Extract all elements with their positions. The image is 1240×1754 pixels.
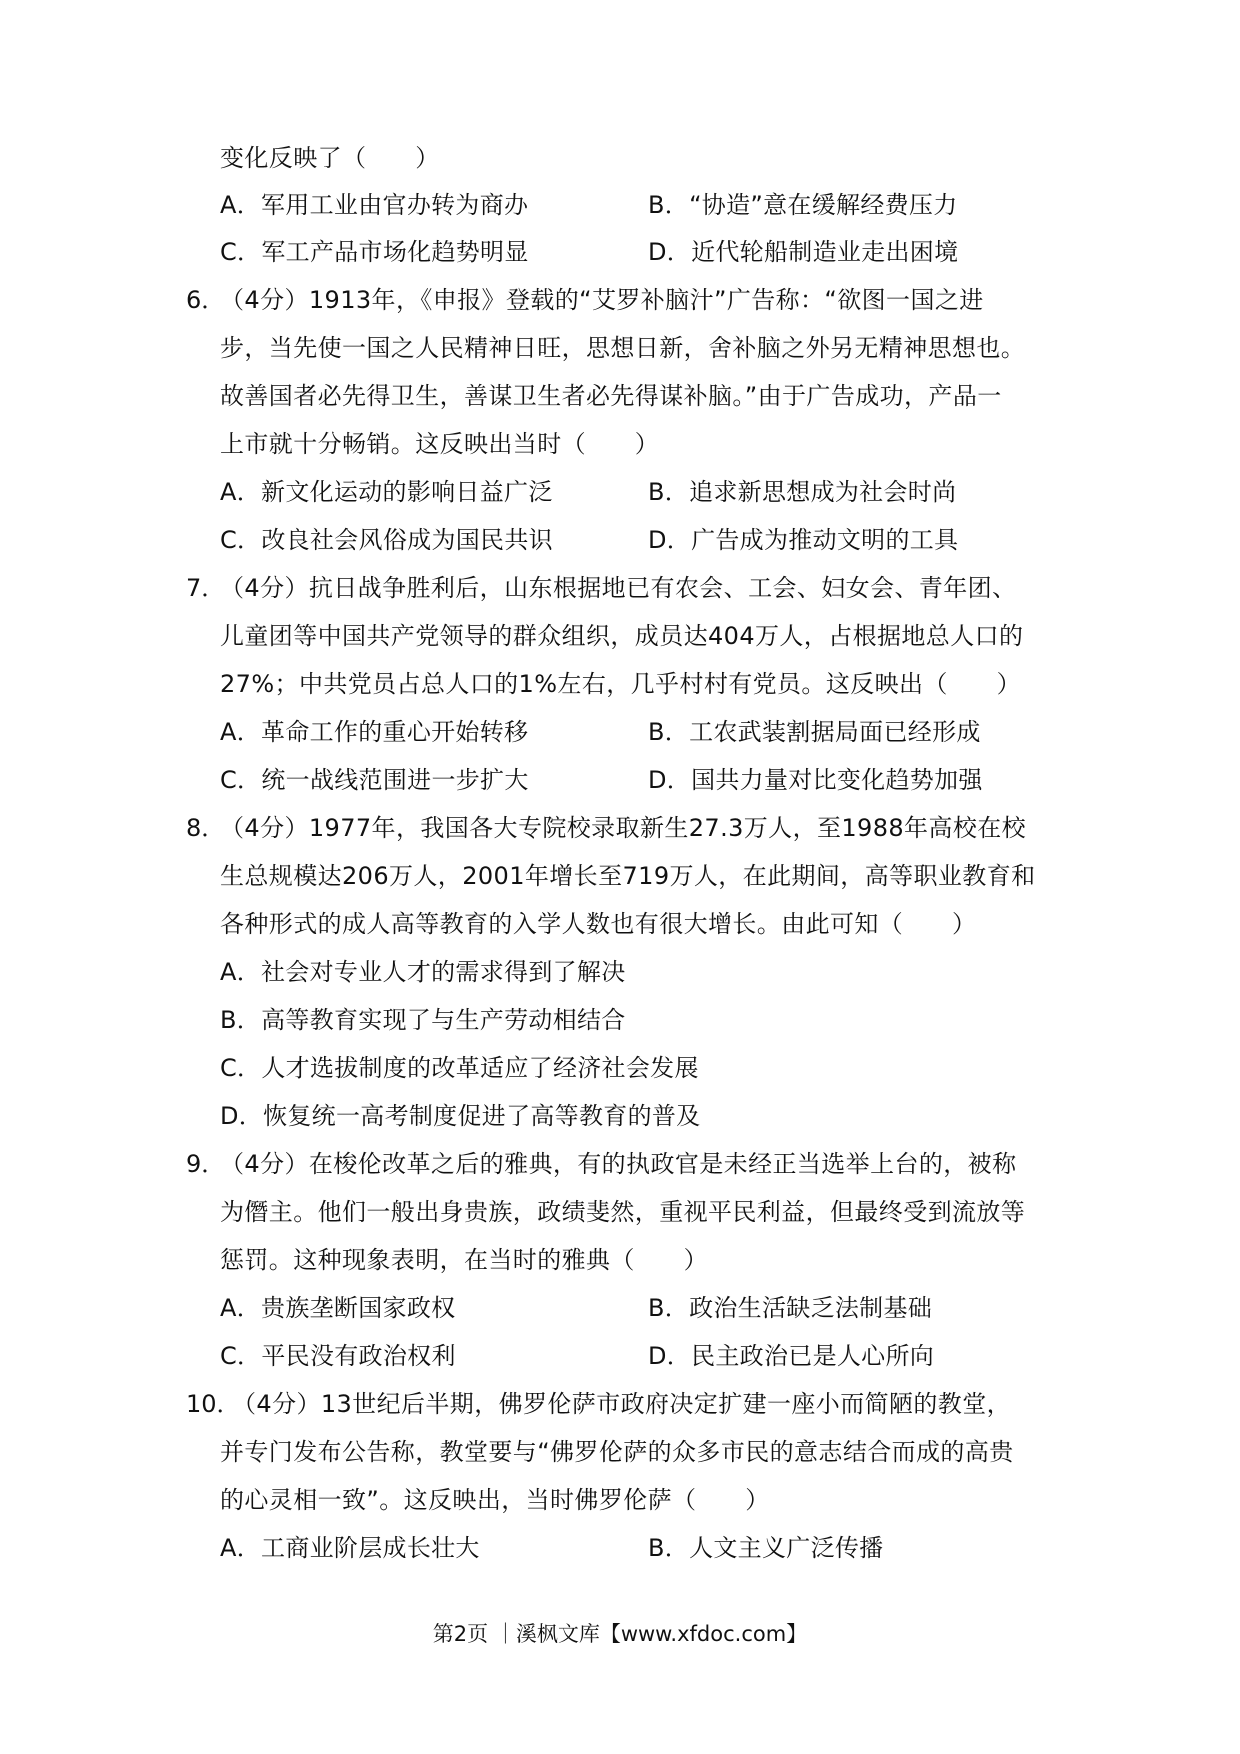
question-8-option-a: A．社会对专业人才的需求得到了解决 [220,958,626,986]
question-9-stem-line: （4分）在梭伦改革之后的雅典，有的执政官是未经正当选举上台的，被称 [220,1150,1017,1178]
question-5-option-a: A．军用工业由官办转为商办 [220,191,529,219]
question-10-option-a: A．工商业阶层成长壮大 [220,1534,480,1562]
question-9-option-c: C．平民没有政治权利 [220,1342,456,1370]
question-8-option-d: D．恢复统一高考制度促进了高等教育的普及 [220,1102,701,1130]
question-8-number: 8． [186,814,226,842]
question-10-stem-line: （4分）13世纪后半期，佛罗伦萨市政府决定扩建一座小而简陋的教堂， [232,1390,1012,1418]
question-9-option-a: A．贵族垄断国家政权 [220,1294,456,1322]
question-6-stem-line: 故善国者必先得卫生，善谋卫生者必先得谋补脑。”由于广告成功，产品一 [220,382,1002,410]
question-8-stem-line: 各种形式的成人高等教育的入学人数也有很大增长。由此可知（ ） [220,910,977,938]
question-6-option-b: B．追求新思想成为社会时尚 [648,478,957,506]
question-10-number: 10． [186,1390,241,1418]
question-6-option-d: D．广告成为推动文明的工具 [648,526,959,554]
question-8-option-c: C．人才选拔制度的改革适应了经济社会发展 [220,1054,699,1082]
question-5-option-c: C．军工产品市场化趋势明显 [220,238,529,266]
question-6-option-a: A．新文化运动的影响日益广泛 [220,478,553,506]
question-8-stem-line: （4分）1977年，我国各大专院校录取新生27.3万人，至1988年高校在校 [220,814,1027,842]
question-9-stem-line: 为僭主。他们一般出身贵族，政绩斐然，重视平民利益，但最终受到流放等 [220,1198,1026,1226]
question-6-stem-line: 上市就十分畅销。这反映出当时（ ） [220,430,660,458]
question-7-option-b: B．工农武装割据局面已经形成 [648,718,981,746]
question-7-stem-line: 儿童团等中国共产党领导的群众组织，成员达404万人，占根据地总人口的 [220,622,1024,650]
question-7-number: 7． [186,574,226,602]
question-8-stem-line: 生总规模达206万人，2001年增长至719万人，在此期间，高等职业教育和 [220,862,1036,890]
question-7-option-c: C．统一战线范围进一步扩大 [220,766,529,794]
question-7-stem-line: （4分）抗日战争胜利后，山东根据地已有农会、工会、妇女会、青年团、 [220,574,1017,602]
question-9-option-b: B．政治生活缺乏法制基础 [648,1294,933,1322]
question-5-option-b: B．“协造”意在缓解经费压力 [648,191,958,219]
page-footer: 第2页 ｜溪枫文库【www.xfdoc.com】 [432,1622,808,1646]
question-9-option-d: D．民主政治已是人心所向 [648,1342,935,1370]
question-9-number: 9． [186,1150,226,1178]
question-7-option-a: A．革命工作的重心开始转移 [220,718,529,746]
question-7-stem-line: 27%；中共党员占总人口的1%左右，几乎村村有党员。这反映出（ ） [220,670,1022,698]
question-6-number: 6． [186,286,226,314]
question-10-stem-line: 的心灵相一致”。这反映出，当时佛罗伦萨（ ） [220,1486,770,1514]
question-10-stem-line: 并专门发布公告称，教堂要与“佛罗伦萨的众多市民的意志结合而成的高贵 [220,1438,1014,1466]
question-5-option-d: D．近代轮船制造业走出困境 [648,238,959,266]
question-6-option-c: C．改良社会风俗成为国民共识 [220,526,553,554]
question-6-stem-line: 步，当先使一国之人民精神日旺，思想日新，舍补脑之外另无精神思想也。 [220,334,1026,362]
question-6-stem-line: （4分）1913年，《申报》登载的“艾罗补脑汁”广告称：“欲图一国之进 [220,286,984,314]
question-10-option-b: B．人文主义广泛传播 [648,1534,884,1562]
question-8-option-b: B．高等教育实现了与生产劳动相结合 [220,1006,626,1034]
question-9-stem-line: 惩罚。这种现象表明，在当时的雅典（ ） [220,1246,708,1274]
question-7-option-d: D．国共力量对比变化趋势加强 [648,766,983,794]
question-5-stem-tail: 变化反映了（ ） [220,144,440,172]
